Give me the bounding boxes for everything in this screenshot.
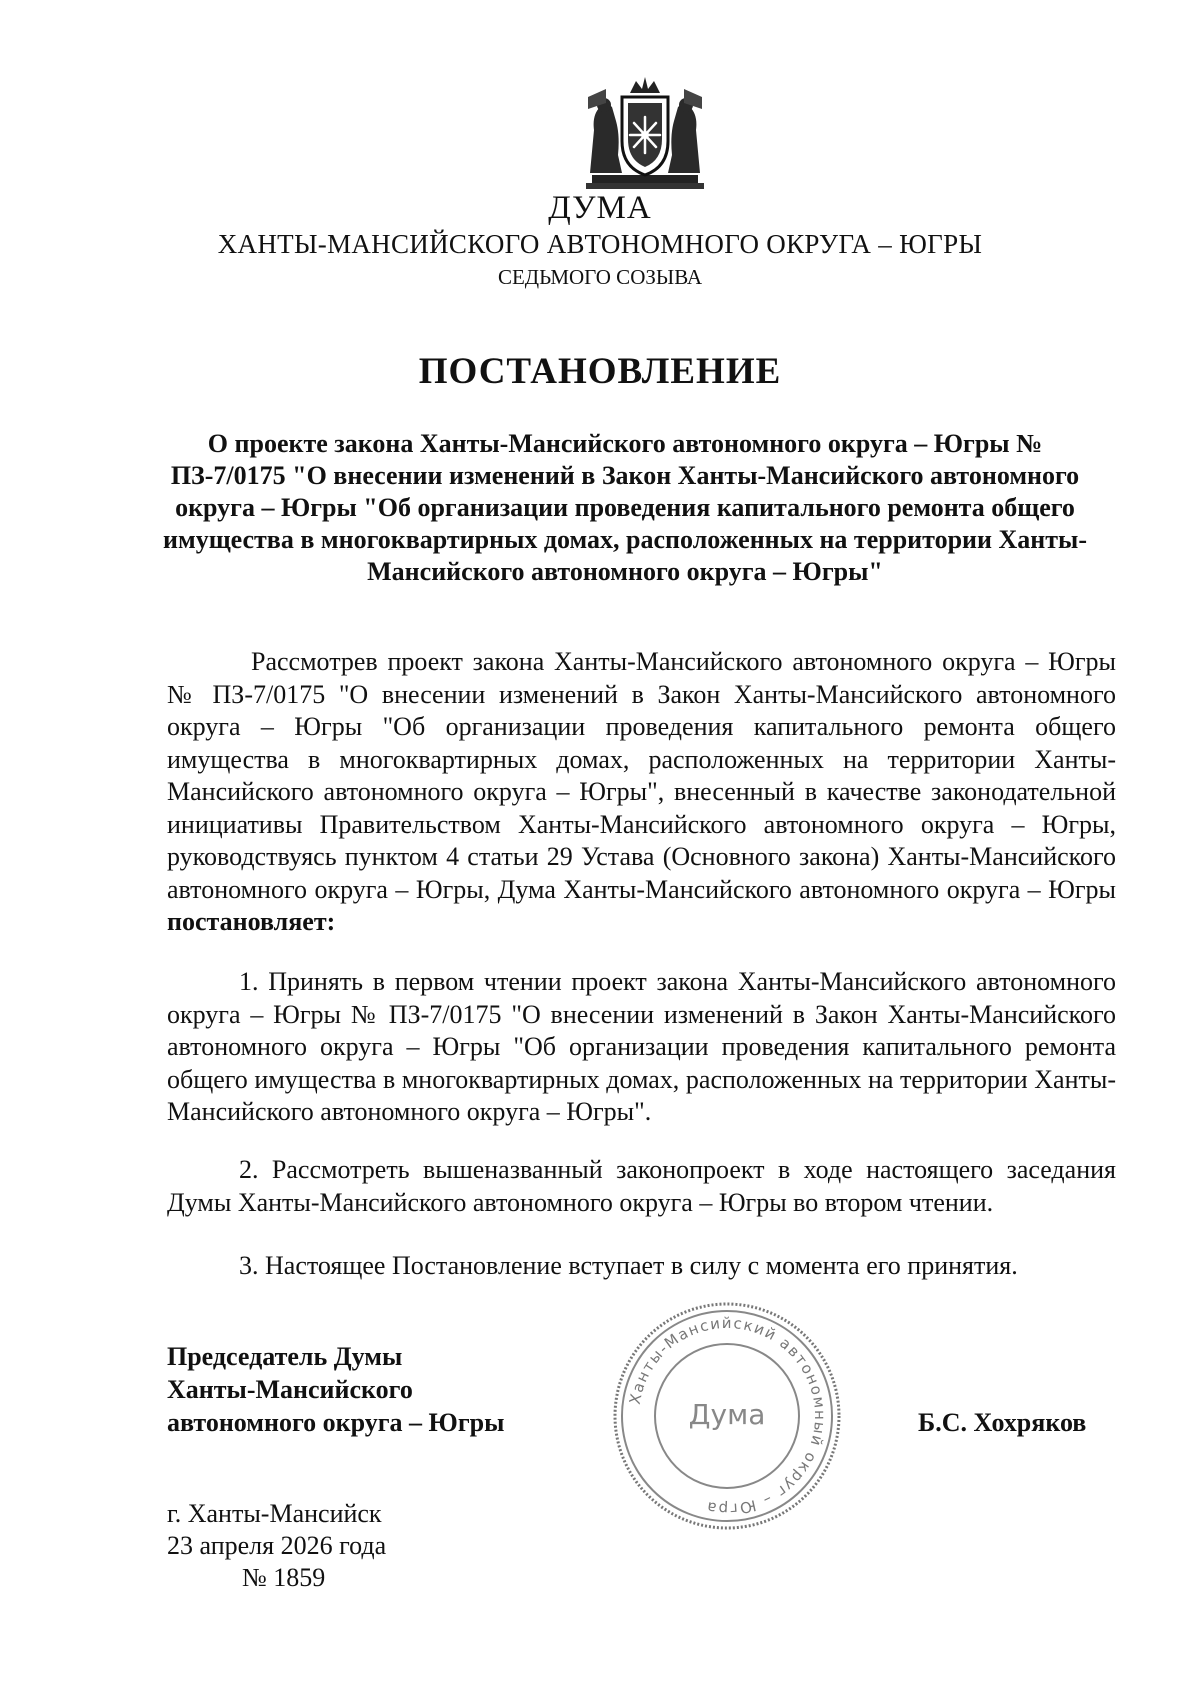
resolution-item-1: 1. Принять в первом чтении проект закона Ханты-Мансийского автономного округа – Югры № ПЗ-7/0175 "О внесении изменений в Закон Ханты-Мансийского автономного округа – Югры "Об организации проведения капитального ремонта общего имущества в многоквартирных домах, расположенных на территории Ханты-Мансийского автономного округа – Югры".	[167, 967, 1116, 1126]
resolution-item-3: 3. Настоящее Постановление вступает в силу с момента его принятия.	[239, 1251, 1018, 1280]
document-type: ПОСТАНОВЛЕНИЕ	[418, 351, 782, 392]
document-number: № 1859	[242, 1563, 326, 1592]
signatory-position-line: Председатель Думы	[167, 1342, 403, 1371]
document-date: 23 апреля 2026 года	[167, 1531, 387, 1560]
organization-name: ДУМА	[548, 190, 652, 226]
signatory-position	[167, 1340, 504, 1439]
document-footer	[167, 1498, 386, 1594]
convocation: СЕДЬМОГО СОЗЫВА	[497, 265, 703, 289]
preamble-text: Рассмотрев проект закона Ханты-Мансийского автономного округа – Югры № ПЗ-7/0175 "О внесении изменений в Закон Ханты-Мансийского автономного округа – Югры "Об организации проведения капитального ремонта общего имущества в многоквартирных домах, расположенных на территории Ханты-Мансийского автономного округа – Югры", внесенный в качестве законодательной инициативы Правительством Ханты-Мансийского автономного округа – Югры, руководствуясь пунктом 4 статьи 29 Устава (Основного закона) Ханты-Мансийского автономного округа – Югры, Дума Ханты-Мансийского автономного округа – Югры	[167, 647, 1116, 904]
preamble-paragraph	[167, 646, 1116, 939]
seal-outer-text: Ханты-Мансийский автономный округ – Югра	[625, 1313, 830, 1519]
resolves-word: постановляет:	[167, 907, 336, 936]
signatory-position-line: автономного округа – Югры	[167, 1408, 505, 1437]
seal-center-text: Дума	[688, 1398, 766, 1431]
signatory-position-line: Ханты-Мансийского	[167, 1375, 413, 1404]
coat-of-arms-icon	[582, 75, 708, 193]
document-city: г. Ханты-Мансийск	[167, 1499, 382, 1528]
official-seal-icon	[611, 1300, 843, 1532]
document-title: О проекте закона Ханты-Мансийского автономного округа – Югры № ПЗ-7/0175 "О внесении изменений в Закон Ханты-Мансийского автономного округа – Югры "Об организации проведения капитального ремонта общего имущества в многоквартирных домах, расположенных на территории Ханты-Мансийского автономного округа – Югры"	[163, 429, 1087, 586]
signatory-name: Б.С. Хохряков	[918, 1408, 1087, 1437]
resolution-item-2: 2. Рассмотреть вышеназванный законопроект в ходе настоящего заседания Думы Ханты-Мансийского автономного округа – Югры во втором чтении.	[167, 1155, 1116, 1217]
organization-region: ХАНТЫ-МАНСИЙСКОГО АВТОНОМНОГО ОКРУГА – ЮГРЫ	[217, 229, 983, 259]
